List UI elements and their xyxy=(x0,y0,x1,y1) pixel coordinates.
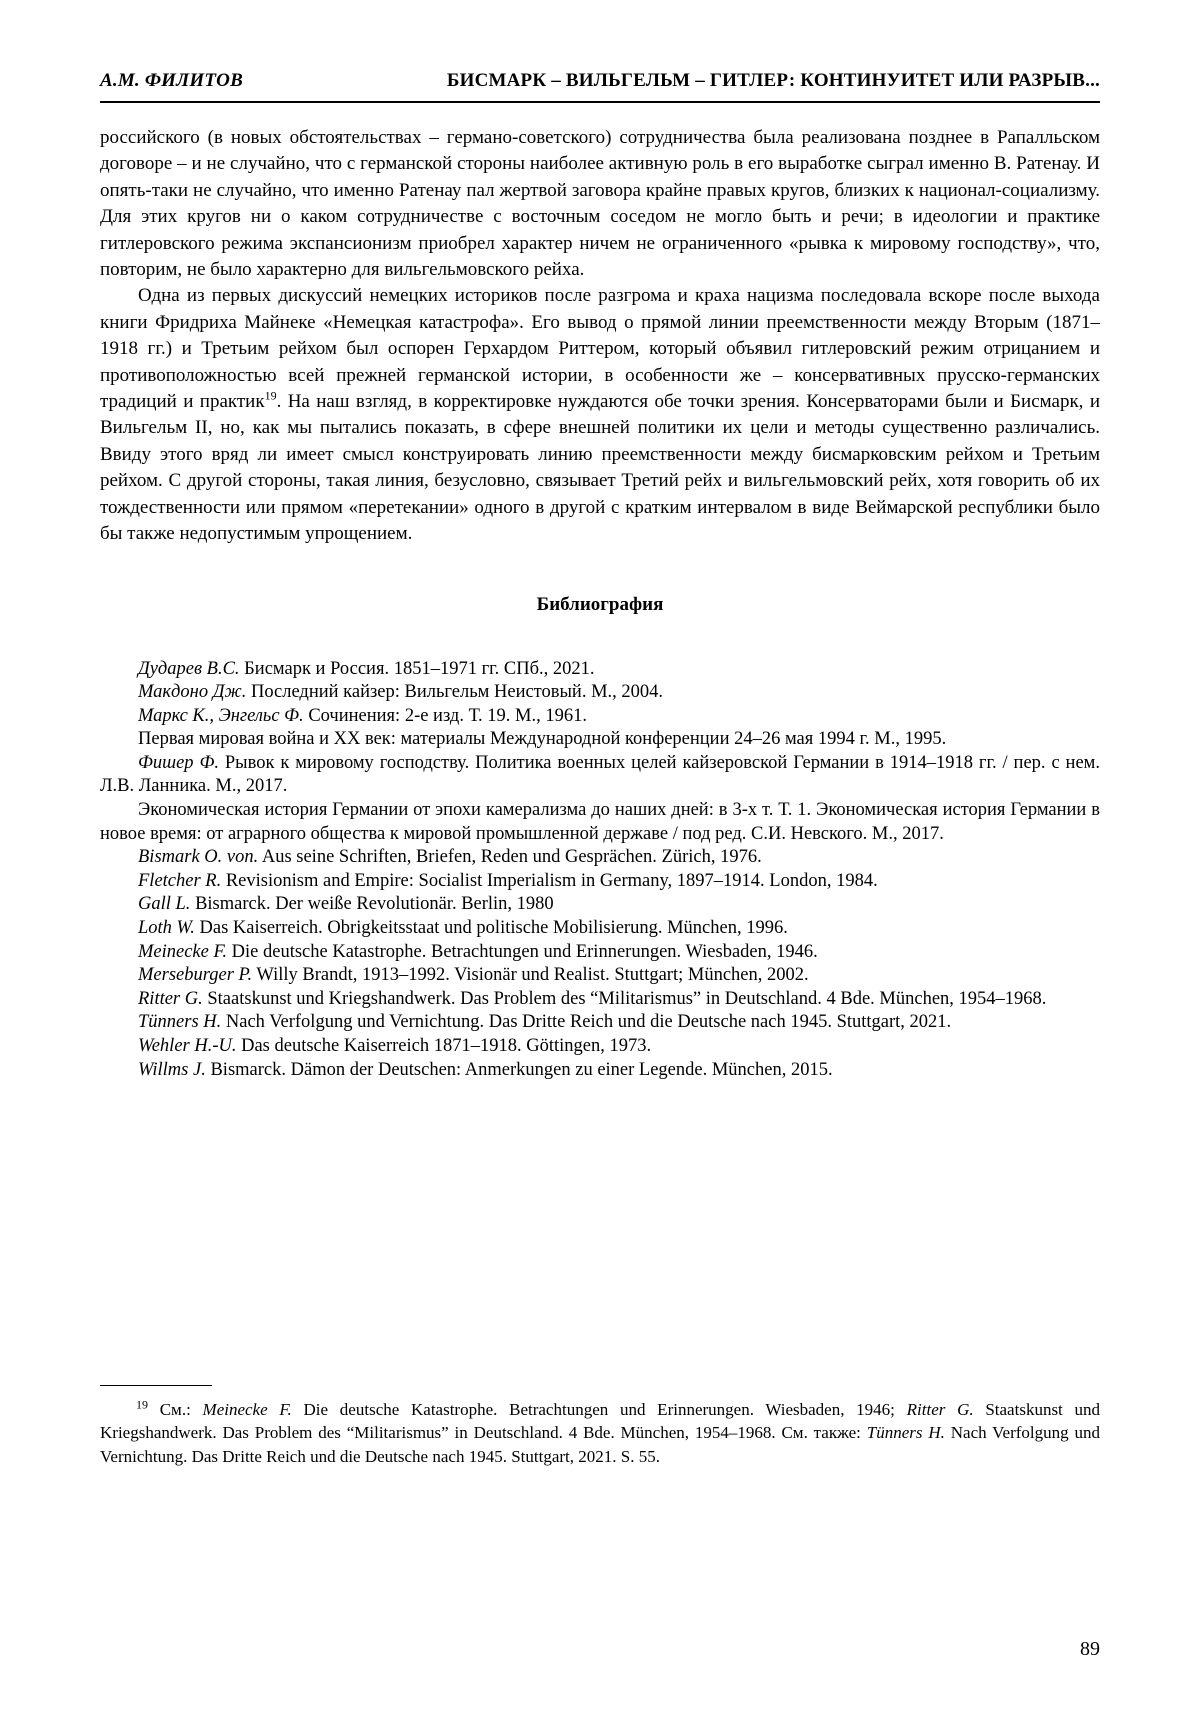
article-body xyxy=(100,125,1100,548)
page-number: 89 xyxy=(1080,1638,1100,1660)
footnote-text: $^{19}$ См.: Meinecke F. Die deutsche Katastrophe. Betrachtungen und Erinnerungen. Wiesbaden, 1946; Ritter G. Staatskunst und Kriegshandwerk. Das Problem des “Militarismus” in Deutschland. 4 Bde. München, 1954–1968. См. также: Tünners H. Nach Verfolgung und Vernichtung. Das Dritte Reich und die Deutsche nach 1945. Stuttgart, 2021. S. 55. xyxy=(100,1397,1101,1466)
bibliography-entry: Ritter G. Staatskunst und Kriegshandwerk. Das Problem des “Militarismus” in Deutschland. 4 Bde. München, 1954–1968. xyxy=(138,988,1047,1009)
bibliography-entry: Gall L. Bismarck. Der weiße Revolutionär. Berlin, 1980 xyxy=(138,894,554,915)
header-running-title: БИСМАРК – ВИЛЬГЕЛЬМ – ГИТЛЕР: КОНТИНУИТЕТ ИЛИ РАЗРЫВ... xyxy=(446,70,1100,91)
bibliography-entry: Фишер Ф. Рывок к мировому господству. Политика военных целей кайзеровской Германии в 1914–1918 гг. / пер. с нем. Л.В. Ланника. М., 2017. xyxy=(100,752,1100,797)
header-divider xyxy=(100,101,1100,103)
footnote-block xyxy=(100,1385,1100,1468)
body-paragraph: российского (в новых обстоятельствах – германо-советского) сотрудничества была реализована позднее в Рапалльском договоре – и не случайно, что с германской стороны наиболее активную роль в его выработке сыграл именно В. Ратенау. И опять-таки не случайно, что именно Ратенау пал жертвой заговора крайне правых кругов, близких к национал-социализму. Для этих кругов ни о каком сотрудничестве с восточным соседом не могло быть и речи; в идеологии и практике гитлеровского режима экспансионизм приобрел характер ничем не ограниченного «рывка к мировому господству», что, повторим, не было характерно для вильгельмовского рейха. xyxy=(100,127,1100,281)
bibliography-entry: Макдоно Дж. Последний кайзер: Вильгельм Неистовый. М., 2004. xyxy=(138,682,664,703)
bibliography-entry: Tünners H. Nach Verfolgung und Vernichtung. Das Dritte Reich und die Deutsche nach 1945. Stuttgart, 2021. xyxy=(138,1012,952,1033)
bibliography-entry: Willms J. Bismarck. Dämon der Deutschen: Anmerkungen zu einer Legende. München, 2015. xyxy=(138,1059,833,1080)
bibliography-entry: Fletcher R. Revisionism and Empire: Socialist Imperialism in Germany, 1897–1914. London, 1984. xyxy=(138,870,878,891)
footnote-divider xyxy=(100,1385,212,1386)
bibliography-heading: Библиография xyxy=(536,593,664,615)
page-header xyxy=(100,70,1100,92)
bibliography-entry: Первая мировая война и XX век: материалы Международной конференции 24–26 мая 1994 г. М., 1995. xyxy=(138,729,947,750)
header-author: А.М. ФИЛИТОВ xyxy=(100,70,243,91)
bibliography-entry: Meinecke F. Die deutsche Katastrophe. Betrachtungen und Erinnerungen. Wiesbaden, 1946. xyxy=(138,941,818,962)
bibliography-list xyxy=(100,658,1100,1083)
bibliography-entry: Wehler H.-U. Das deutsche Kaiserreich 1871–1918. Göttingen, 1973. xyxy=(138,1036,652,1056)
bibliography-entry: Loth W. Das Kaiserreich. Obrigkeitsstaat und politische Mobilisierung. München, 1996. xyxy=(138,918,788,939)
bibliography-entry: Bismark O. von. Aus seine Schriften, Briefen, Reden und Gesprächen. Zürich, 1976. xyxy=(138,847,762,868)
bibliography-entry: Дударев В.С. Бисмарк и Россия. 1851–1971 гг. СПб., 2021. xyxy=(138,658,595,679)
bibliography-entry: Merseburger P. Willy Brandt, 1913–1992. Visionär und Realist. Stuttgart; München, 2002. xyxy=(138,965,809,986)
bibliography-entry: Маркс К., Энгельс Ф. Сочинения: 2-е изд. Т. 19. М., 1961. xyxy=(138,705,587,726)
body-paragraph: Одна из первых дискуссий немецких историков после разгрома и краха нацизма последовала вскоре после выхода книги Фридриха Майнеке «Немецкая катастрофа». Его вывод о прямой линии преемственности между Вторым (1871–1918 гг.) и Третьим рейхом был оспорен Герхардом Риттером, который объявил гитлеровский режим отрицанием и противоположностью всей прежней германской истории, в особенности же – консервативных прусско-германских традиций и практик$^{19}$. На наш взгляд, в корректировке нуждаются обе точки зрения. Консерваторами были и Бисмарк, и Вильгельм II, но, как мы пытались показать, в сфере внешней политики их цели и методы существенно различались. Ввиду этого вряд ли имеет смысл конструировать линию преемственности между бисмарковским рейхом и Третьим рейхом. С другой стороны, такая линия, безусловно, связывает Третий рейх и вильгельмовский рейх, хотя говорить об их тождественности или прямом «перетекании» одного в другой с кратким интервалом в виде Веймарской республики было бы также недопустимым упрощением. xyxy=(100,285,1100,545)
bibliography-entry: Экономическая история Германии от эпохи камерализма до наших дней: в 3-х т. Т. 1. Экономическая история Германии в новое время: от аграрного общества к мировой промышленной державе / под ред. С.И. Невского. М., 2017. xyxy=(100,800,1100,844)
